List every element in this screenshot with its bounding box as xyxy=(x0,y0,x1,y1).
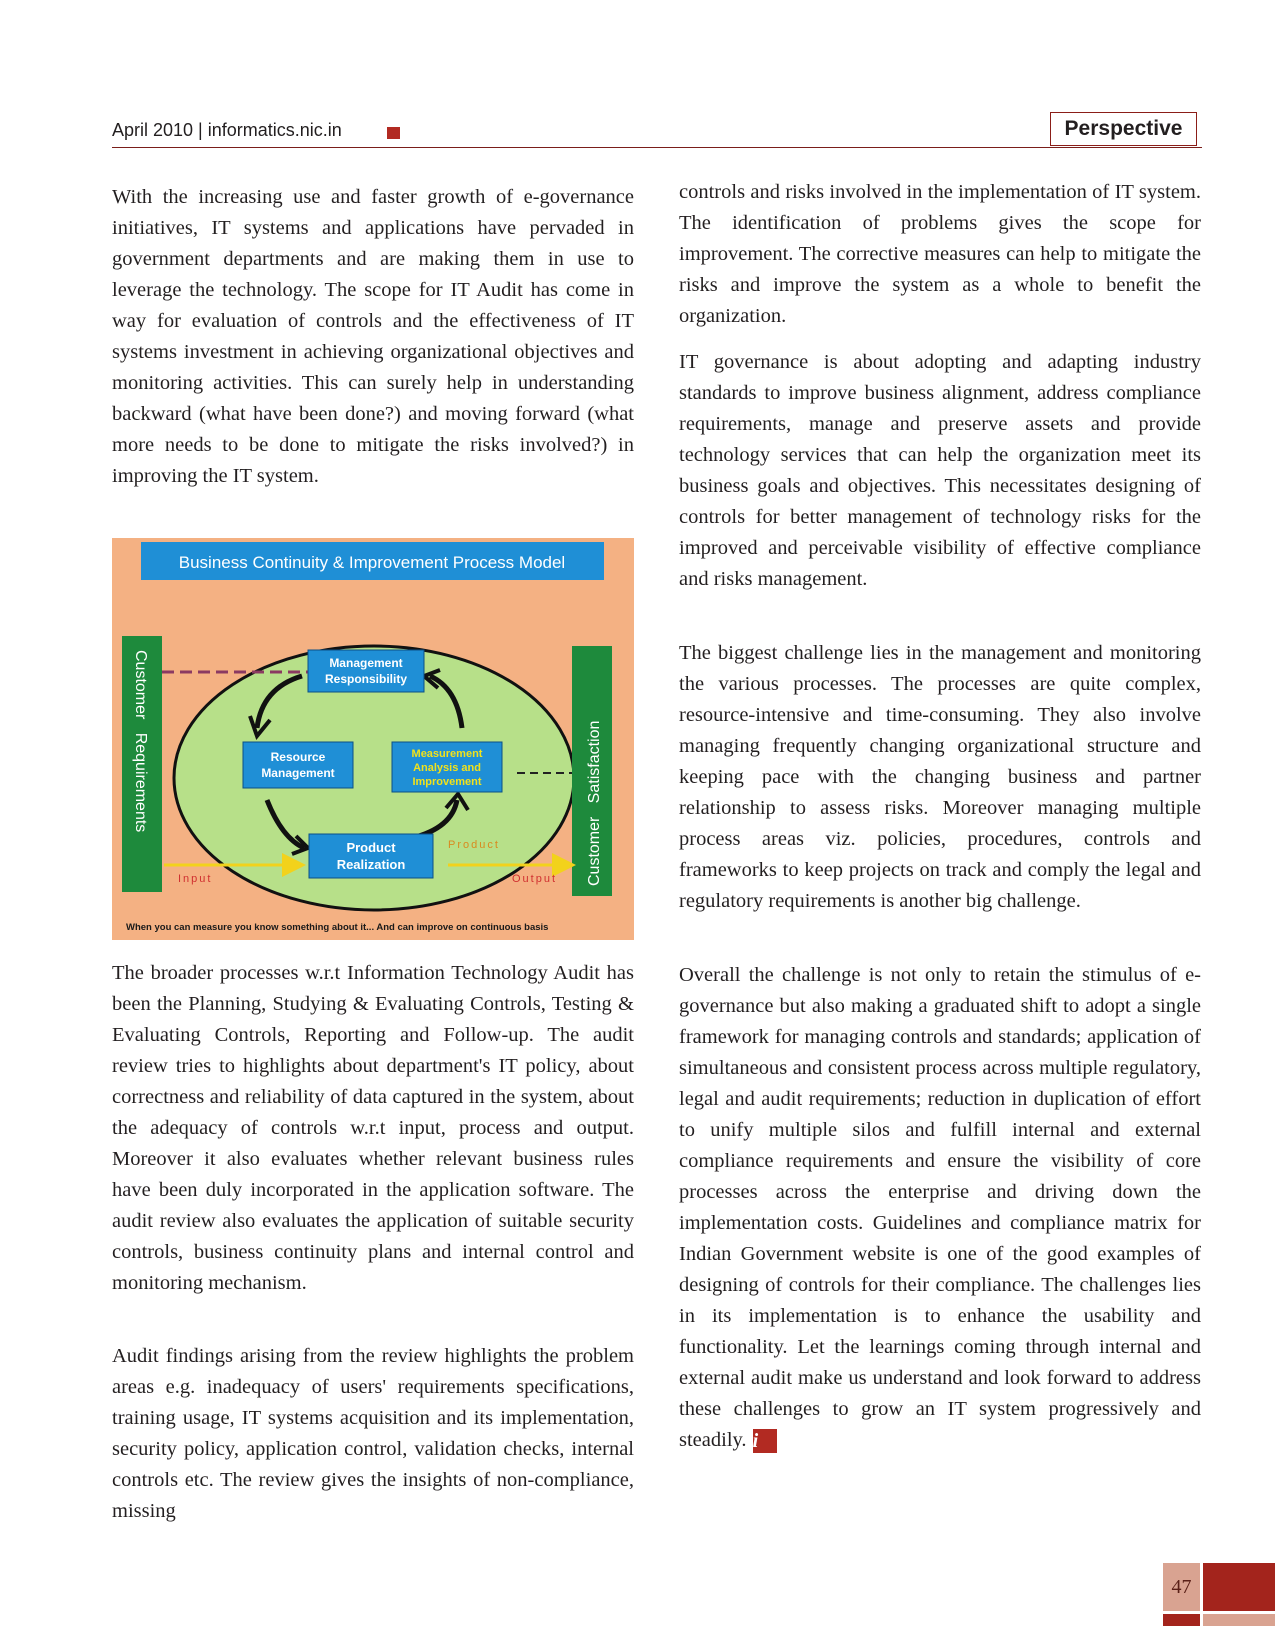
right-paragraph-3: The biggest challenge lies in the management and monitoring the various processes. The processes are quite complex, resource-intensive and time-consuming. They also involve managing frequently changing organizational structure and keeping pace with the changing business and partner relationship to assess risks. Moreover managing multiple process areas viz. policies, procedures, controls and frameworks to keep projects on track and comply the legal and regulatory requirements is another big challenge. xyxy=(679,642,1201,912)
right-paragraph-4-text: Overall the challenge is not only to retain the stimulus of e-governance but also making a graduated shift to adopt a single framework for managing controls and standards; application of simultaneous and consistent process across multiple regulatory, legal and audit requirements; reduction in duplication of effort to unify multiple silos and fulfill internal and external compliance requirements and ensure the visibility of core processes across the enterprise and driving down the implementation costs. Guidelines and compliance matrix for Indian Government website is one of the good examples of designing of controls for their compliance. The challenges lies in its implementation is to enhance the usability and functionality. Let the learnings coming through internal and external audit make us understand and look forward to address these challenges to grow an IT system progressively and steadily. xyxy=(679,964,1201,1451)
process-model-figure xyxy=(112,538,634,940)
footer-corner-strip-pink xyxy=(1203,1614,1275,1626)
right-paragraph-2: IT governance is about adopting and adapting industry standards to improve business alignment, address compliance requirements, manage and preserve assets and provide technology services that can help the organization meet its business goals and objectives. This necessitates designing of controls for better management of technology risks for the improved and perceivable visibility of effective compliance and risks management. xyxy=(679,351,1201,590)
left-paragraph-3: Audit findings arising from the review highlights the problem areas e.g. inadequacy of users' requirements specifications, training usage, IT systems acquisition and its implementation, security policy, application control, validation checks, internal controls etc. The review gives the insights of non-compliance, missing xyxy=(112,1345,634,1522)
header-rule xyxy=(112,147,1202,148)
management-box-line2: Responsibility xyxy=(324,672,408,686)
left-paragraph-1: With the increasing use and faster growth of e-governance initiatives, IT systems and applications have pervaded in government departments and are making them in use to leverage the technology. The scope for IT Audit has come in way for evaluation of controls and the effectiveness of IT systems investment in achieving organizational objectives and monitoring activities. This can surely help in understanding backward (what have been done?) and moving forward (what more needs to be done to mitigate the risks involved?) in improving the IT system. xyxy=(112,186,634,487)
footer-corner-strip-red xyxy=(1163,1614,1200,1626)
customer-requirements-label: Customer Requirements xyxy=(132,650,149,833)
output-label: Output xyxy=(512,873,558,885)
footer-corner-block xyxy=(1203,1563,1275,1611)
page-number: 47 xyxy=(1163,1563,1200,1611)
figure-title: Business Continuity & Improvement Process Model xyxy=(178,553,566,572)
measurement-box-line1: Measurement xyxy=(411,748,483,760)
process-model-diagram xyxy=(112,538,634,940)
right-paragraph-1: controls and risks involved in the implementation of IT system. The identification of problems gives the scope for improvement. The corrective measures can help to mitigate the risks and improve the system as a whole to benefit the organization. xyxy=(679,181,1201,327)
right-paragraph-4 xyxy=(679,960,1201,1456)
product-realization-box xyxy=(309,834,433,878)
left-paragraph-2: The broader processes w.r.t Information Technology Audit has been the Planning, Studying & Evaluating Controls, Testing & Evaluating Controls, Reporting and Follow-up. The audit review tries to highlights about department's IT policy, about correctness and reliability of data captured in the system, about the adequacy of controls w.r.t input, process and output. Moreover it also evaluates whether relevant business rules have been duly incorporated in the application software. The audit review also evaluates the application of suitable security controls, business continuity plans and internal control and monitoring mechanism. xyxy=(112,962,634,1294)
customer-satisfaction-label: Customer Satisfaction xyxy=(586,720,603,886)
product-flow-label: Product xyxy=(448,839,500,851)
input-label: Input xyxy=(178,873,213,885)
figure-footer-caption: When you can measure you know something about it... And can improve on continuous basis xyxy=(126,922,549,933)
management-box-line1: Management xyxy=(329,656,403,670)
end-of-article-icon: i xyxy=(753,1429,777,1453)
resource-box-line1: Resource xyxy=(270,750,326,764)
product-box-line1: Product xyxy=(346,840,396,855)
measurement-box-line3: Improvement xyxy=(412,776,482,788)
measurement-box-line2: Analysis and xyxy=(413,762,481,774)
header-square-marker xyxy=(387,127,400,139)
product-box-line2: Realization xyxy=(336,857,406,872)
resource-box-line2: Management xyxy=(261,766,335,780)
section-label: Perspective xyxy=(1050,112,1197,146)
measurement-analysis-box xyxy=(392,742,502,792)
resource-management-box xyxy=(243,742,353,788)
running-header: April 2010 | informatics.nic.in xyxy=(112,120,342,140)
management-responsibility-box xyxy=(308,650,424,692)
